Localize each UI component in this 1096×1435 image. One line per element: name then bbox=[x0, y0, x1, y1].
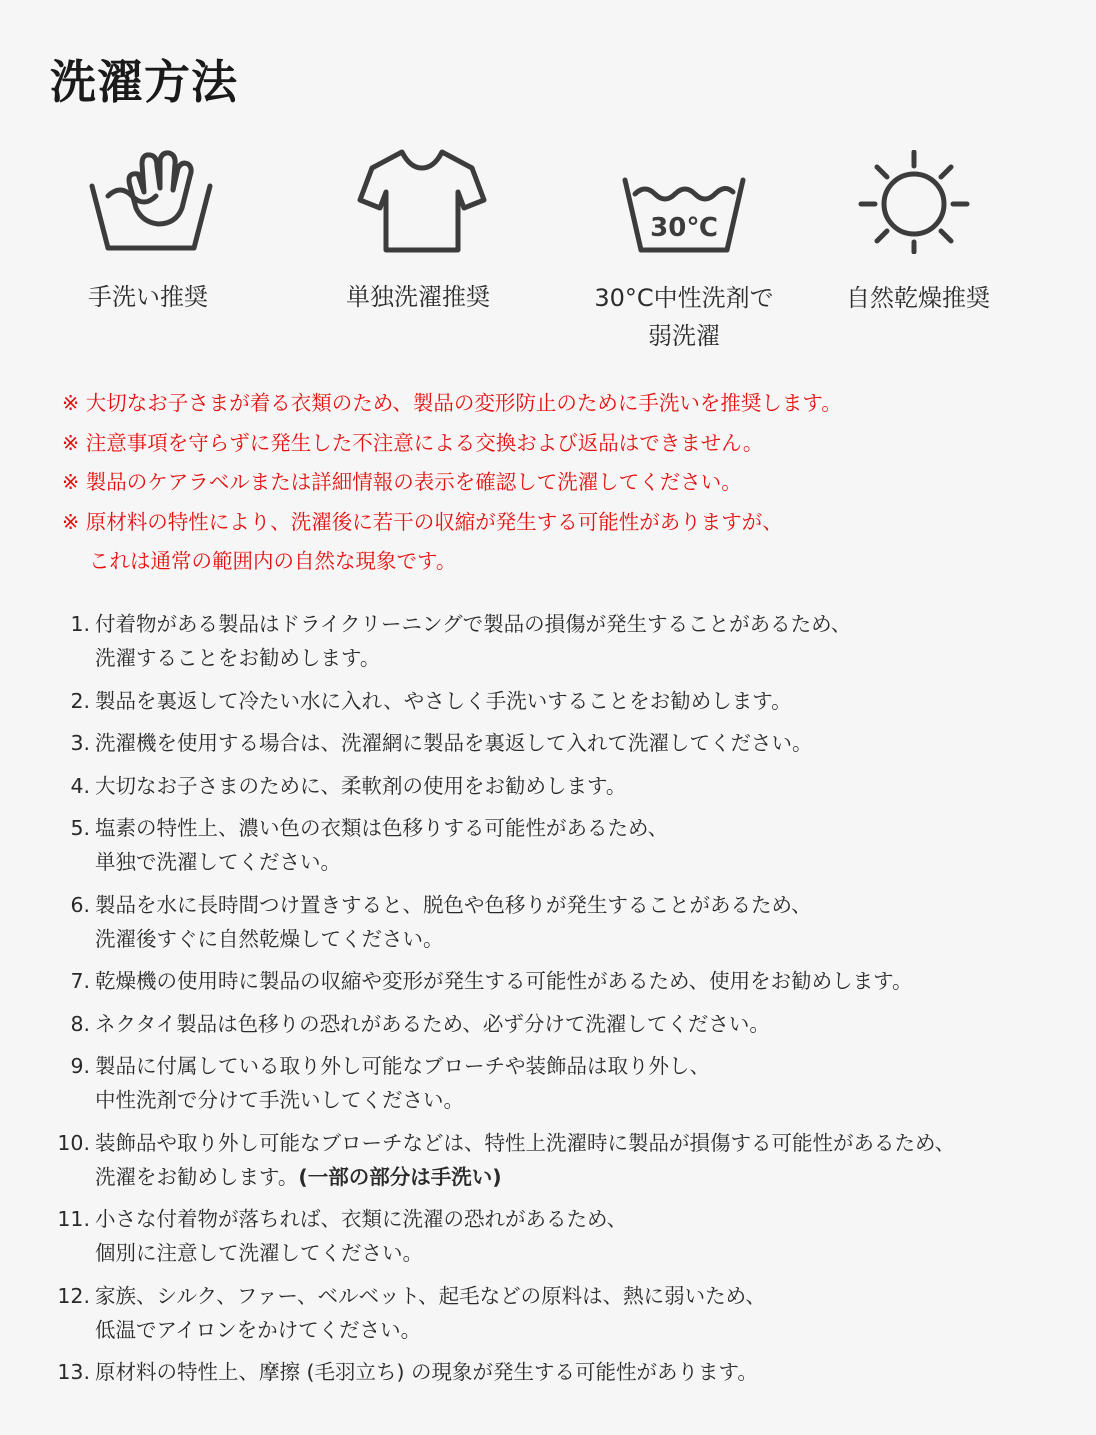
separate-wash-label: 単独洗濯推奨 bbox=[346, 283, 490, 311]
list-item: 6. 製品を水に長時間つけ置きすると、脱色や色移りが発生することがあるため、 洗濯後すぐに自然乾燥してください。 bbox=[70, 892, 812, 951]
list-item: 12. 家族、シルク、ファー、ベルベット、起毛などの原料は、熱に弱いため、 低温でアイロンをかけてください。 bbox=[57, 1283, 766, 1342]
list-item: 13. 原材料の特性上、摩擦 (毛羽立ち) の現象が発生する可能性があります。 bbox=[57, 1360, 758, 1384]
list-item: 11. 小さな付着物が落ちれば、衣類に洗濯の恐れがあるため、 個別に注意して洗濯してください。 bbox=[57, 1207, 628, 1265]
warning-notes bbox=[62, 384, 1072, 582]
warning-line: ※ 製品のケアラベルまたは詳細情報の表示を確認して洗濯してください。 bbox=[62, 470, 742, 494]
warning-line: ※ 原材料の特性により、洗濯後に若干の収縮が発生する可能性がありますが、 これは通常の範囲内の自然な現象です。 bbox=[62, 509, 783, 573]
list-item: 3. 洗濯機を使用する場合は、洗濯網に製品を裏返して入れて洗濯してください。 bbox=[70, 731, 813, 755]
bold-note: (一部の部分は手洗い) bbox=[298, 1164, 502, 1189]
sun-icon bbox=[857, 150, 971, 254]
list-item: 4. 大切なお子さまのために、柔軟剤の使用をお勧めします。 bbox=[70, 773, 627, 798]
tshirt-icon bbox=[356, 146, 488, 256]
list-item: 2. 製品を裏返して冷たい水に入れ、やさしく手洗いすることをお勧めします。 bbox=[70, 688, 792, 713]
list-item: 1. 付着物がある製品はドライクリーニングで製品の損傷が発生することがあるため、 洗濯することをお勧めします。 bbox=[70, 612, 852, 670]
list-item: 10. 装飾品や取り外し可能なブローチなどは、特性上洗濯時に製品が損傷する可能性があるため、 洗濯をお勧めします。(一部の部分は手洗い) bbox=[57, 1130, 956, 1189]
list-item: 9. 製品に付属している取り外し可能なブローチや装飾品は取り外し、 中性洗剤で分けて手洗いしてください。 bbox=[70, 1054, 710, 1112]
warning-line: ※ 注意事項を守らずに発生した不注意による交換および返品はできません。 bbox=[62, 430, 764, 455]
page-title: 洗濯方法 bbox=[50, 55, 238, 109]
wash-30-icon bbox=[619, 174, 749, 258]
list-item: 5. 塩素の特性上、濃い色の衣類は色移りする可能性があるため、 単独で洗濯してください。 bbox=[70, 816, 669, 874]
natural-dry-label: 自然乾燥推奨 bbox=[846, 284, 990, 312]
warning-line: ※ 大切なお子さまが着る衣類のため、製品の変形防止のために手洗いを推奨します。 bbox=[62, 391, 842, 415]
hand-wash-icon bbox=[86, 146, 218, 256]
list-item: 8. ネクタイ製品は色移りの恐れがあるため、必ず分けて洗濯してください。 bbox=[70, 1011, 770, 1036]
washing-instructions-list bbox=[40, 607, 1080, 1398]
list-item: 7. 乾燥機の使用時に製品の収縮や変形が発生する可能性があるため、使用をお勧めします。 bbox=[70, 969, 913, 993]
svg-text:30℃: 30℃ bbox=[650, 213, 718, 243]
hand-wash-label: 手洗い推奨 bbox=[88, 283, 208, 311]
wash-30-label: 30°C中性洗剤で 弱洗濯 bbox=[594, 284, 774, 350]
